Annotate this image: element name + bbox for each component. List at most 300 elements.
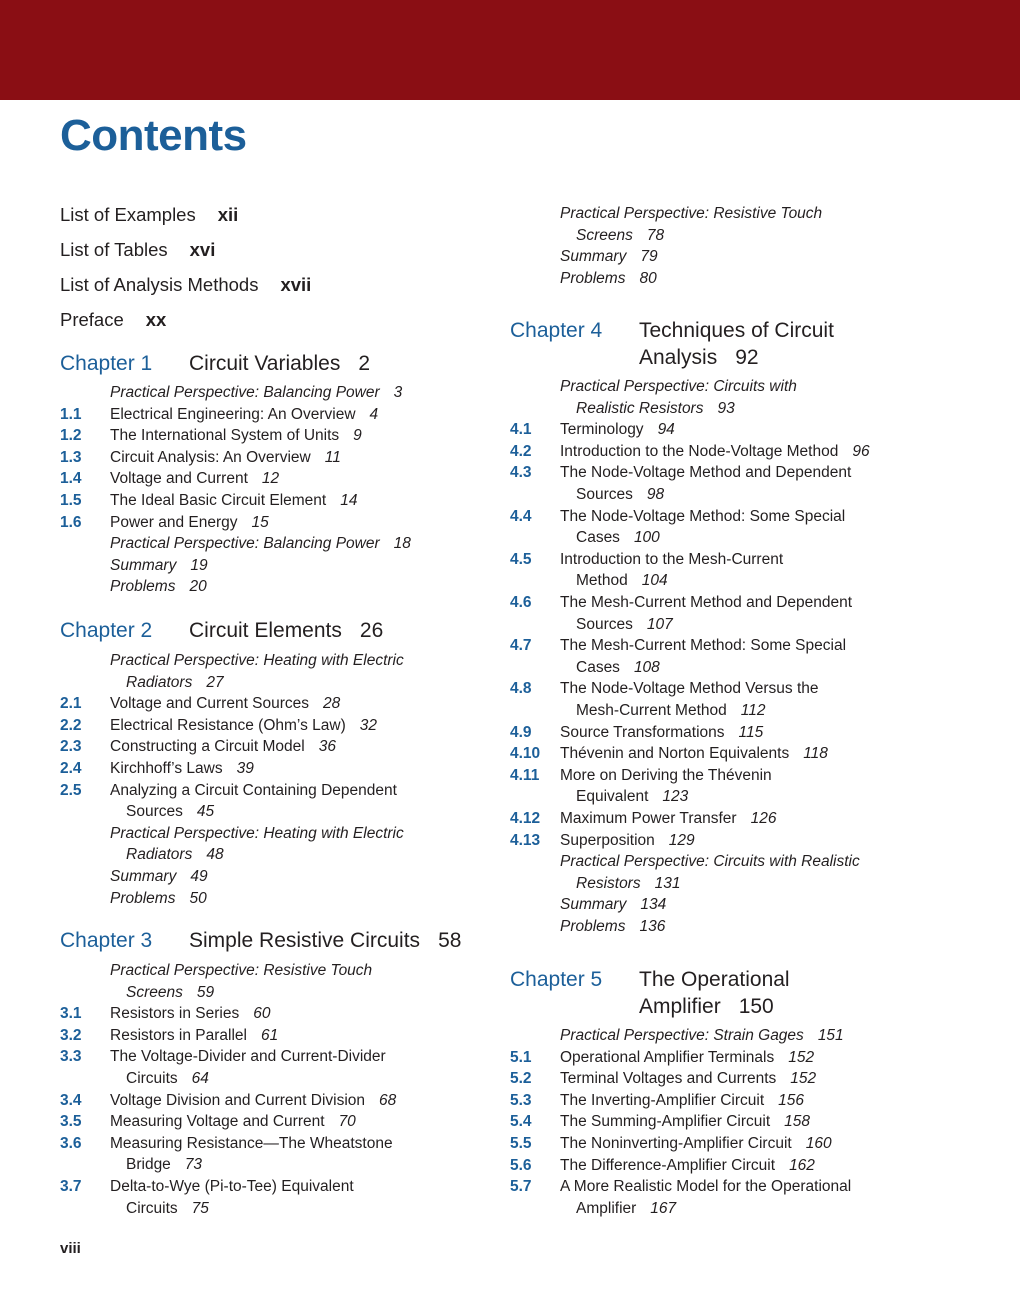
- toc-entry: [510, 592, 970, 635]
- section-title: [560, 678, 819, 721]
- section-page: 39: [236, 760, 254, 777]
- section-title-text: The Node-Voltage Method and Dependent: [560, 464, 852, 482]
- section-title: [560, 592, 852, 635]
- section-title-line: [560, 678, 819, 700]
- chapter-heading: [60, 927, 462, 954]
- chapter-heading: [60, 350, 371, 377]
- front-matter-entry: [60, 238, 215, 262]
- toc-entry: [510, 1176, 970, 1219]
- toc-entry: [510, 203, 970, 246]
- section-title-line: [560, 916, 665, 938]
- section-page: 107: [646, 615, 673, 633]
- section-page: 14: [340, 492, 358, 509]
- section-page: 158: [784, 1113, 811, 1131]
- section-number: 1.4: [60, 470, 82, 488]
- section-page: 104: [641, 572, 668, 590]
- toc-entry: [510, 765, 970, 808]
- section-number: 4.3: [510, 464, 532, 482]
- chapter-page: 150: [738, 995, 774, 1018]
- section-number: 4.7: [510, 637, 532, 655]
- section-title-text: Cases: [576, 658, 620, 676]
- section-page: 3: [393, 384, 403, 401]
- section-title-text: Realistic Resistors: [576, 399, 704, 417]
- section-title-text: The Mesh-Current Method: Some Special: [560, 637, 847, 655]
- section-title-line: [560, 894, 666, 916]
- chapter-title-line: [639, 966, 790, 993]
- top-color-band: [0, 0, 1020, 100]
- section-page: 98: [646, 485, 665, 503]
- section-title-line: [560, 614, 852, 636]
- section-title-line: [110, 382, 402, 404]
- section-title-text: More on Deriving the Thévenin: [560, 766, 772, 784]
- section-title-line: [110, 1090, 396, 1112]
- section-page: 96: [852, 442, 870, 460]
- section-title-line: [560, 1068, 816, 1090]
- toc-entry: [60, 823, 490, 866]
- toc-entry: [510, 916, 970, 938]
- section-number: 4.4: [510, 507, 532, 525]
- section-title-line: [560, 851, 860, 873]
- section-number: 4.10: [510, 745, 541, 763]
- section-title-text: Terminal Voltages and Currents: [560, 1070, 777, 1088]
- section-title-line: [110, 555, 208, 577]
- section-number: 1.2: [60, 427, 82, 445]
- section-title-line: [110, 736, 336, 758]
- toc-entry: [60, 758, 490, 780]
- section-page: 94: [657, 421, 675, 439]
- section-title-line: [560, 268, 657, 290]
- chapter-title-line: [639, 344, 834, 371]
- section-page: 131: [654, 874, 681, 892]
- section-number: 1.5: [60, 492, 82, 509]
- toc-entry: [510, 1111, 970, 1133]
- section-page: 129: [668, 831, 695, 849]
- section-page: 134: [640, 896, 667, 914]
- front-matter-entry: [60, 273, 311, 297]
- section-page: 12: [261, 470, 280, 488]
- section-title-text: Sources: [126, 803, 183, 821]
- section-title-text: Equivalent: [576, 788, 649, 806]
- toc-entry: [60, 1111, 490, 1133]
- section-title-line: [110, 1176, 354, 1198]
- toc-entry: [510, 1090, 970, 1112]
- chapter-label: Chapter 4: [510, 319, 603, 342]
- section-title: [110, 693, 340, 715]
- section-title-text: Screens: [126, 983, 183, 1001]
- section-title-text: Sources: [576, 615, 633, 633]
- section-page: 75: [191, 1199, 209, 1217]
- section-title-text: Operational Amplifier Terminals: [560, 1048, 775, 1066]
- section-number: 2.1: [60, 695, 82, 713]
- toc-entry: [510, 549, 970, 592]
- section-title-line: [560, 808, 776, 830]
- section-title-line: [110, 468, 279, 490]
- section-title-text: The Ideal Basic Circuit Element: [110, 492, 327, 509]
- front-matter-title: List of Analysis Methods: [60, 274, 259, 295]
- chapter-title-line: [189, 927, 461, 954]
- section-title-line: [560, 786, 772, 808]
- section-page: 20: [189, 578, 207, 596]
- toc-entry: [60, 447, 490, 469]
- section-title-text: Electrical Engineering: An Overview: [110, 405, 356, 423]
- toc-entry: [60, 576, 490, 598]
- section-title-text: The Summing-Amplifier Circuit: [560, 1113, 771, 1131]
- section-title: [110, 780, 397, 823]
- section-title-text: Resistors in Series: [110, 1005, 240, 1023]
- section-number: 5.6: [510, 1156, 532, 1174]
- section-title-line: [560, 225, 822, 247]
- chapter-page: 58: [438, 929, 462, 952]
- front-matter-title: List of Examples: [60, 204, 196, 225]
- section-title-text: Thévenin and Norton Equivalents: [560, 745, 790, 763]
- section-number: 4.1: [510, 421, 532, 439]
- chapter-title: [189, 617, 383, 644]
- section-title-text: Practical Perspective: Heating with Electric: [110, 824, 404, 842]
- chapter-title: [639, 966, 790, 1020]
- section-title-text: Superposition: [560, 831, 655, 849]
- section-title: [560, 419, 675, 441]
- section-page: 4: [369, 405, 379, 423]
- section-page: 93: [717, 399, 735, 417]
- section-title-text: The Voltage-Divider and Current-Divider: [110, 1048, 386, 1066]
- section-number: 2.2: [60, 716, 82, 734]
- section-title-line: [560, 376, 797, 398]
- section-title-line: [110, 447, 341, 469]
- section-page: 160: [805, 1135, 832, 1152]
- toc-entry: [60, 736, 490, 758]
- section-title-line: [110, 1154, 393, 1176]
- section-page: 162: [789, 1156, 815, 1174]
- chapter-label: Chapter 1: [60, 352, 153, 375]
- section-title-text: Summary: [560, 248, 627, 266]
- section-page: 9: [353, 427, 362, 445]
- section-title-line: [110, 1111, 356, 1133]
- section-title: [560, 743, 828, 765]
- section-page: 18: [393, 535, 411, 553]
- section-page: 112: [740, 701, 766, 719]
- section-number: 3.5: [60, 1113, 82, 1131]
- section-title: [560, 1090, 804, 1112]
- toc-entry: [510, 1025, 970, 1047]
- section-title: [560, 808, 776, 830]
- section-title-text: Voltage and Current Sources: [110, 695, 310, 713]
- section-title-line: [560, 657, 846, 679]
- toc-entry: [510, 722, 970, 744]
- chapter-title-text: The Operational: [639, 968, 790, 991]
- section-title-text: Practical Perspective: Strain Gages: [560, 1027, 804, 1044]
- section-title-text: Summary: [110, 556, 177, 574]
- toc-entry: [60, 960, 490, 1003]
- chapter-title-text: Amplifier: [639, 995, 721, 1018]
- section-title-text: Circuit Analysis: An Overview: [110, 448, 311, 466]
- section-number: 5.2: [510, 1070, 532, 1088]
- section-title-text: The Difference-Amplifier Circuit: [560, 1156, 776, 1174]
- toc-entry: [510, 462, 970, 505]
- section-page: 156: [778, 1091, 805, 1109]
- section-title-line: [560, 765, 772, 787]
- section-number: 5.5: [510, 1135, 532, 1152]
- section-title-line: [110, 490, 357, 512]
- toc-entry: [510, 441, 970, 463]
- section-title-text: Practical Perspective: Resistive Touch: [110, 962, 373, 979]
- front-matter-page: xii: [217, 204, 239, 225]
- section-title-text: The Mesh-Current Method and Dependent: [560, 594, 853, 611]
- section-title-text: Electrical Resistance (Ohm’s Law): [110, 716, 346, 734]
- section-title-line: [110, 1025, 278, 1047]
- section-title: [110, 758, 254, 780]
- section-page: 118: [803, 745, 828, 763]
- section-title-text: Practical Perspective: Circuits with: [560, 378, 797, 395]
- section-title-line: [560, 527, 845, 549]
- section-page: 28: [323, 695, 341, 713]
- section-title-line: [560, 484, 851, 506]
- section-title-line: [560, 246, 658, 268]
- section-title-text: Voltage Division and Current Division: [110, 1091, 366, 1109]
- section-page: 27: [206, 673, 224, 691]
- section-number: 3.7: [60, 1178, 82, 1195]
- toc-entry: [60, 404, 490, 426]
- chapter-label: Chapter 2: [60, 619, 153, 642]
- chapter-heading: [510, 317, 834, 369]
- section-page: 136: [639, 918, 666, 935]
- section-title: [110, 650, 404, 693]
- section-number: 2.5: [60, 781, 82, 799]
- section-title-text: Cases: [576, 529, 620, 547]
- section-title-line: [110, 576, 207, 598]
- section-title: [110, 425, 362, 447]
- chapter-title-text: Simple Resistive Circuits: [189, 929, 421, 952]
- section-title: [560, 462, 851, 505]
- section-title: [110, 533, 411, 555]
- chapter-title-line: [189, 617, 383, 644]
- toc-entry: [510, 1068, 970, 1090]
- section-title-text: Practical Perspective: Balancing Power: [110, 535, 380, 553]
- page-title: Contents: [60, 111, 247, 160]
- toc-entry: [60, 780, 490, 823]
- section-title-line: [110, 1198, 354, 1220]
- toc-entry: [510, 1155, 970, 1177]
- toc-entry: [60, 490, 490, 512]
- chapter-title-text: Circuit Variables: [189, 352, 341, 375]
- section-page: 152: [788, 1048, 815, 1066]
- section-title-text: Resistors: [576, 874, 641, 892]
- section-title-line: [560, 462, 851, 484]
- section-title-line: [110, 672, 404, 694]
- section-title-text: Kirchhoff’s Laws: [110, 760, 223, 777]
- chapter-title-line: [189, 350, 370, 377]
- section-title: [110, 960, 372, 1003]
- section-page: 19: [190, 556, 208, 574]
- toc-entry: [510, 419, 970, 441]
- section-title-line: [560, 1047, 814, 1069]
- toc-entry: [60, 1176, 490, 1219]
- toc-entry: [60, 425, 490, 447]
- section-title-text: Practical Perspective: Circuits with Realistic: [560, 853, 860, 871]
- section-title-line: [560, 830, 695, 852]
- toc-entry: [60, 866, 490, 888]
- chapter-title-line: [639, 993, 790, 1020]
- section-title-line: [110, 1068, 386, 1090]
- section-number: 2.4: [60, 760, 82, 777]
- section-title-line: [110, 512, 269, 534]
- toc-entry: [510, 268, 970, 290]
- section-title-line: [560, 635, 846, 657]
- section-title: [560, 1111, 810, 1133]
- section-title: [110, 823, 404, 866]
- section-title: [110, 404, 378, 426]
- section-title: [560, 1155, 815, 1177]
- section-title-line: [110, 758, 254, 780]
- section-title: [560, 830, 695, 852]
- section-title-line: [110, 693, 340, 715]
- section-title: [110, 555, 208, 577]
- section-page: 100: [633, 529, 660, 547]
- toc-entry: [510, 851, 970, 894]
- section-title-line: [560, 549, 783, 571]
- toc-entry: [60, 693, 490, 715]
- section-title: [110, 576, 207, 598]
- section-title-line: [110, 801, 397, 823]
- toc-entry: [60, 1046, 490, 1089]
- chapter-page: 26: [359, 619, 384, 642]
- toc-entry: [60, 382, 490, 404]
- chapter-title-text: Analysis: [639, 346, 718, 369]
- section-page: 151: [817, 1027, 844, 1044]
- section-number: 4.2: [510, 442, 532, 460]
- section-title-line: [110, 780, 397, 802]
- section-page: 123: [662, 788, 689, 806]
- chapter-page: 2: [358, 352, 371, 375]
- section-title: [560, 635, 846, 678]
- section-title: [560, 894, 666, 916]
- section-page: 59: [196, 983, 215, 1001]
- section-title: [560, 916, 665, 938]
- front-matter-title: List of Tables: [60, 239, 168, 260]
- section-title-text: Source Transformations: [560, 723, 725, 741]
- section-title-line: [560, 1111, 810, 1133]
- section-page: 32: [359, 716, 377, 734]
- chapter-title-text: Techniques of Circuit: [639, 319, 834, 342]
- section-title: [560, 1047, 814, 1069]
- section-title-line: [110, 982, 372, 1004]
- section-page: 45: [196, 803, 215, 821]
- section-title: [560, 441, 870, 463]
- section-title: [110, 1046, 386, 1089]
- section-number: 1.1: [60, 405, 82, 423]
- page-number: viii: [60, 1240, 81, 1257]
- front-matter-entry: [60, 308, 166, 332]
- toc-entry: [510, 894, 970, 916]
- toc-entry: [510, 635, 970, 678]
- chapter-heading: [510, 966, 790, 1018]
- front-matter-page: xx: [145, 309, 167, 330]
- section-page: 49: [190, 868, 208, 885]
- section-number: 3.2: [60, 1026, 82, 1044]
- section-title: [560, 851, 860, 894]
- section-title: [110, 1025, 278, 1047]
- chapter-title: [189, 927, 461, 954]
- section-title: [560, 1025, 844, 1047]
- front-matter-title: Preface: [60, 309, 124, 330]
- section-title: [110, 1133, 393, 1176]
- section-title-text: Bridge: [126, 1156, 171, 1174]
- section-title-line: [560, 700, 819, 722]
- section-title-line: [560, 1090, 804, 1112]
- front-matter-entry: [60, 203, 238, 227]
- section-title-text: Measuring Resistance—The Wheatstone: [110, 1134, 393, 1152]
- section-number: 5.7: [510, 1178, 532, 1196]
- section-title-line: [110, 823, 404, 845]
- section-title: [110, 468, 279, 490]
- section-title-text: Maximum Power Transfer: [560, 810, 737, 827]
- section-title-text: Circuits: [126, 1199, 178, 1217]
- section-page: 48: [206, 846, 224, 864]
- section-title-line: [560, 398, 797, 420]
- section-title-text: Resistors in Parallel: [110, 1026, 247, 1044]
- section-number: 4.6: [510, 594, 532, 611]
- front-matter-page: xvi: [189, 239, 216, 260]
- toc-entry: [60, 512, 490, 534]
- section-title-text: Power and Energy: [110, 513, 238, 531]
- section-title-line: [110, 844, 404, 866]
- section-title-line: [560, 1176, 851, 1198]
- section-number: 1.6: [60, 513, 82, 531]
- section-number: 3.1: [60, 1005, 82, 1023]
- section-title-text: The Node-Voltage Method Versus the: [560, 680, 819, 698]
- section-page: 115: [738, 723, 764, 741]
- section-title-line: [110, 650, 404, 672]
- section-title-text: Introduction to the Node-Voltage Method: [560, 442, 839, 460]
- toc-entry: [60, 1133, 490, 1176]
- section-title-line: [560, 419, 675, 441]
- section-title-line: [110, 404, 378, 426]
- chapter-label: Chapter 3: [60, 929, 153, 952]
- section-page: 68: [379, 1091, 397, 1109]
- section-title-line: [110, 866, 208, 888]
- section-page: 36: [318, 738, 336, 756]
- section-number: 4.8: [510, 680, 532, 698]
- section-title-text: Problems: [110, 889, 176, 907]
- section-title-text: Practical Perspective: Resistive Touch: [560, 205, 823, 222]
- section-page: 11: [324, 448, 341, 466]
- section-page: 64: [191, 1069, 209, 1087]
- section-title-line: [110, 888, 207, 910]
- toc-entry: [60, 888, 490, 910]
- section-title-line: [560, 592, 852, 614]
- section-number: 4.5: [510, 550, 532, 568]
- toc-entry: [510, 506, 970, 549]
- front-matter-page: xvii: [280, 274, 312, 295]
- section-title: [110, 866, 208, 888]
- section-title-text: Radiators: [126, 846, 193, 864]
- section-title-text: Analyzing a Circuit Containing Dependent: [110, 781, 397, 799]
- toc-entry: [60, 1003, 490, 1025]
- chapter-title-line: [639, 317, 834, 344]
- section-title-text: The Inverting-Amplifier Circuit: [560, 1091, 765, 1109]
- section-title-line: [110, 1133, 393, 1155]
- section-title-text: Summary: [110, 868, 177, 885]
- toc-entry: [60, 555, 490, 577]
- section-title: [110, 1090, 396, 1112]
- section-title-line: [560, 203, 822, 225]
- section-title: [560, 1068, 816, 1090]
- section-title: [110, 1176, 354, 1219]
- section-title-text: The Noninverting-Amplifier Circuit: [560, 1135, 792, 1152]
- section-title-text: Terminology: [560, 421, 644, 439]
- toc-entry: [60, 533, 490, 555]
- section-title-line: [110, 425, 362, 447]
- section-title: [560, 1176, 851, 1219]
